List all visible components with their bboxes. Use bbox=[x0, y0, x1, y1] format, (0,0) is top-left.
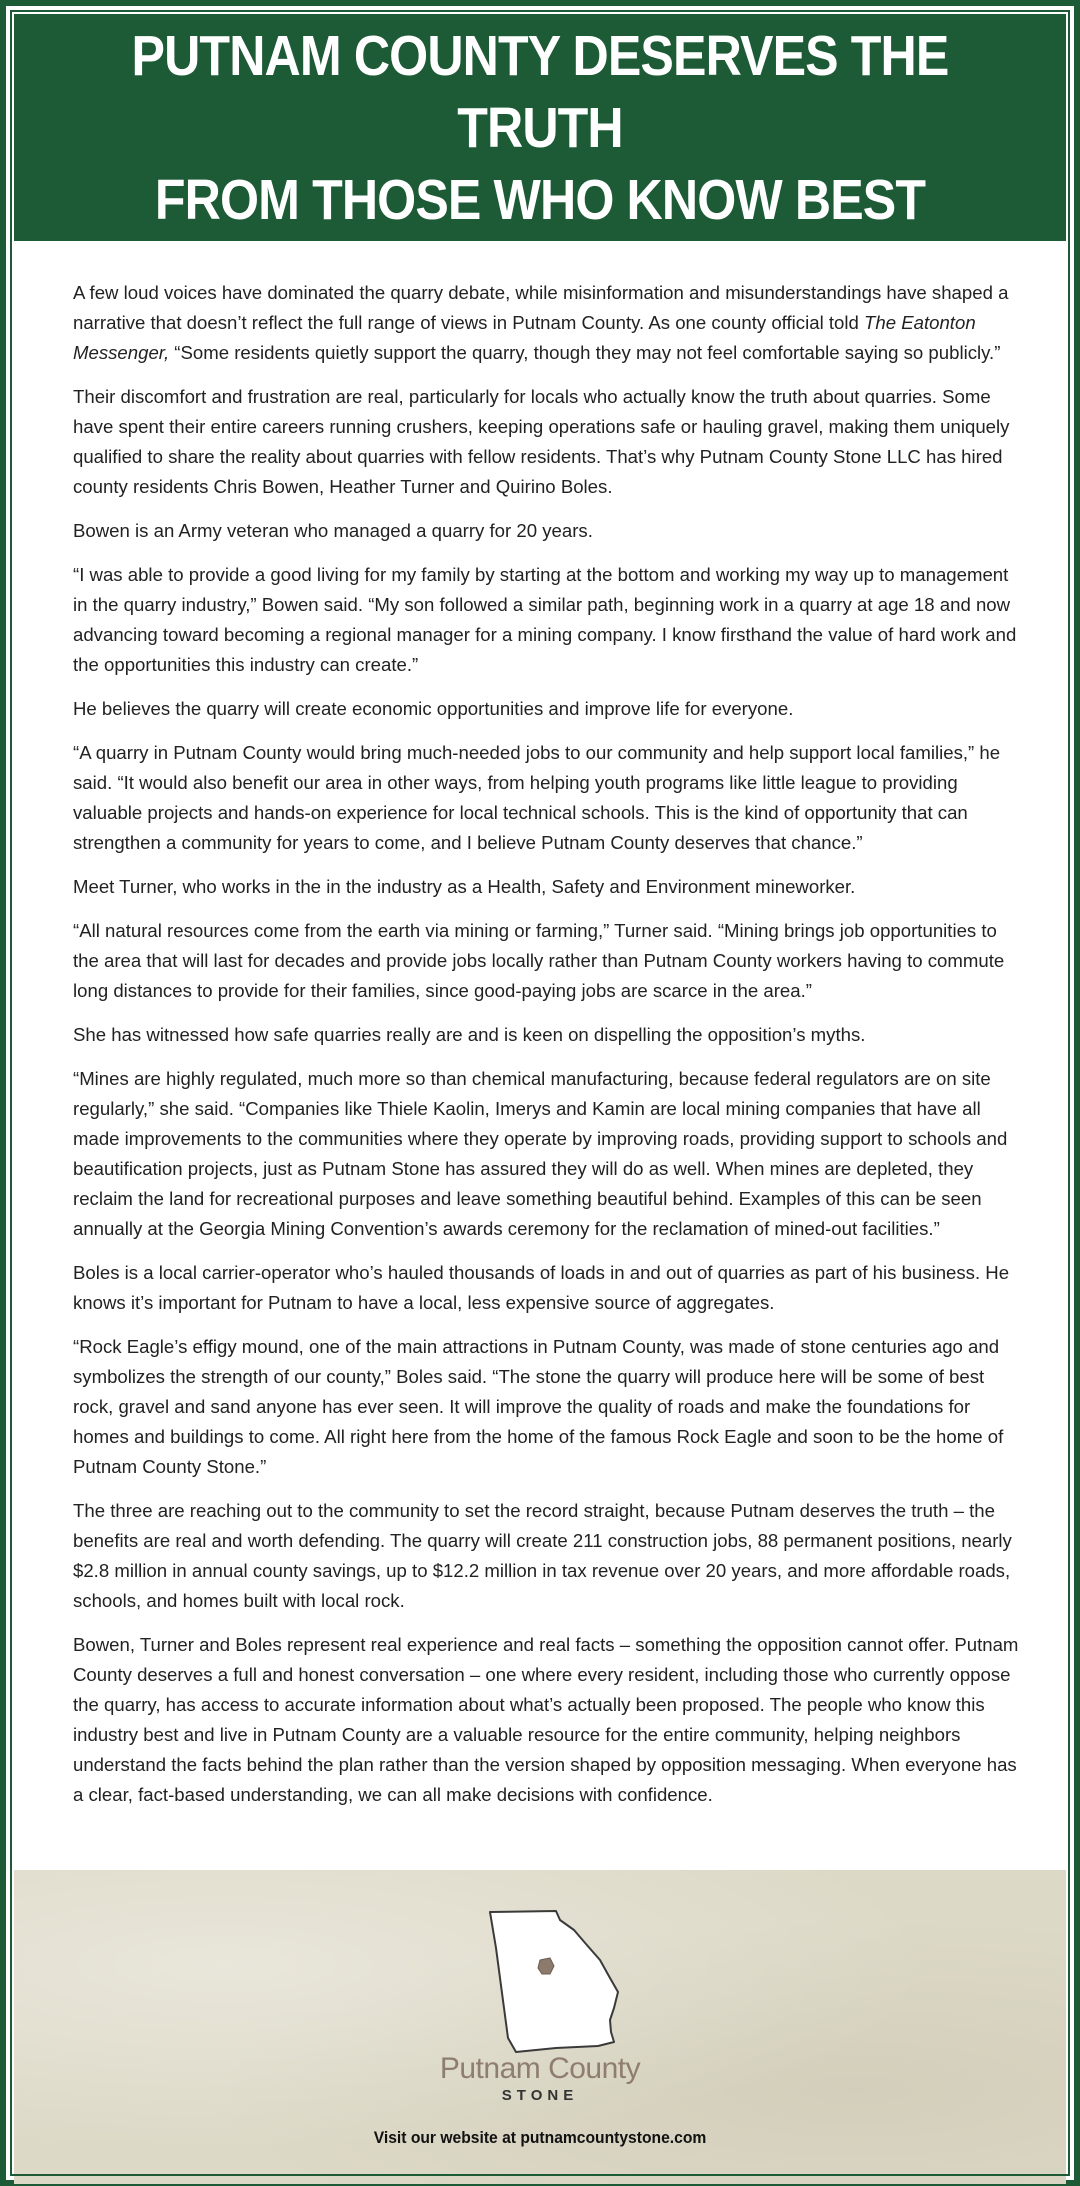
putnam-county-highlight bbox=[538, 1958, 554, 1974]
footer-brand-panel bbox=[14, 1870, 1066, 2184]
paragraph-1-intro: A few loud voices have dominated the quarry debate, while misinformation and misunderstandings have shaped a narrative that doesn’t reflect the full range of views in Putnam County. As one county official told bbox=[73, 282, 1009, 333]
website-line: Visit our website at putnamcountystone.com bbox=[373, 2128, 707, 2147]
paragraph-1 bbox=[73, 278, 1021, 368]
paragraph-11: Boles is a local carrier-operator who’s hauled thousands of loads in and out of quarries as part of his business. He knows it’s important for Putnam to have a local, less expensive source of aggregates. bbox=[73, 1262, 1010, 1313]
georgia-outline bbox=[490, 1911, 618, 2052]
paragraph-4: “I was able to provide a good living for my family by starting at the bottom and working my way up to management in the quarry industry,” Bowen said. “My son followed a similar path, beginning work in a quarry at age 18 and now advancing toward becoming a regional manager for a mining company. I know firsthand the value of hard work and the opportunities this industry can create.” bbox=[73, 564, 1017, 675]
article-body bbox=[73, 278, 1021, 1824]
paragraph-6: “A quarry in Putnam County would bring much-needed jobs to our community and help support local families,” he said. “It would also benefit our area in other ways, from helping youth programs like little league to providing valuable projects and hands-on experience for local technical schools. This is the kind of opportunity that can strengthen a community for years to come, and I believe Putnam County deserves that chance.” bbox=[73, 742, 1001, 853]
headline bbox=[77, 20, 1003, 236]
header-banner bbox=[14, 14, 1066, 241]
paragraph-7: Meet Turner, who works in the in the industry as a Health, Safety and Environment mineworker. bbox=[73, 876, 856, 897]
paragraph-12: “Rock Eagle’s effigy mound, one of the main attractions in Putnam County, was made of stone centuries ago and symbolizes the strength of our county,” Boles said. “The stone the quarry will produce here will be some of best rock, gravel and sand anyone has ever seen. It will improve the quality of roads and make the foundations for homes and buildings to come. All right here from the home of the famous Rock Eagle and soon to be the home of Putnam County Stone.” bbox=[73, 1336, 1004, 1477]
paragraph-9: She has witnessed how safe quarries really are and is keen on dispelling the opposition’s myths. bbox=[73, 1024, 866, 1045]
brand-name: Putnam County bbox=[439, 2052, 641, 2085]
paragraph-14: Bowen, Turner and Boles represent real experience and real facts – something the opposition cannot offer. Putnam County deserves a full and honest conversation – one where every resident, including those who currently oppose the quarry, has access to accurate information about what’s actually been proposed. The people who know this industry best and live in Putnam County are a valuable resource for the entire community, helping neighbors understand the facts behind the plan rather than the version shaped by opposition messaging. When everyone has a clear, fact-based understanding, we can all make decisions with confidence. bbox=[73, 1634, 1019, 1805]
paragraph-3: Bowen is an Army veteran who managed a quarry for 20 years. bbox=[73, 520, 593, 541]
paragraph-13: The three are reaching out to the community to set the record straight, because Putnam deserves the truth – the benefits are real and worth defending. The quarry will create 211 construction jobs, 88 permanent positions, nearly $2.8 million in annual county savings, up to $12.2 million in tax revenue over 20 years, and more affordable roads, schools, and homes built with local rock. bbox=[73, 1500, 1012, 1611]
brand-subtitle: STONE bbox=[501, 2087, 579, 2104]
paragraph-1-quote: “Some residents quietly support the quarry, though they may not feel comfortable saying so publicly.” bbox=[169, 342, 1001, 363]
paragraph-2: Their discomfort and frustration are real, particularly for locals who actually know the truth about quarries. Some have spent their entire careers running crushers, keeping operations safe or hauling gravel, making them uniquely qualified to share the reality about quarries with fellow residents. That’s why Putnam County Stone LLC has hired county residents Chris Bowen, Heather Turner and Quirino Boles. bbox=[73, 386, 1010, 497]
headline-line-2: FROM THOSE WHO KNOW BEST bbox=[154, 167, 926, 232]
newspaper-title: The Eatonton Messenger, bbox=[73, 312, 976, 363]
paragraph-10: “Mines are highly regulated, much more so than chemical manufacturing, because federal regulators are on site regularly,” she said. “Companies like Thiele Kaolin, Imerys and Kamin are local mining companies that have all made improvements to the communities where they operate by improving roads, providing support to schools and beautification projects, just as Putnam Stone has assured they will do as well. When mines are depleted, they reclaim the land for recreational purposes and leave something beautiful behind. Examples of this can be seen annually at the Georgia Mining Convention’s awards ceremony for the reclamation of mined-out facilities.” bbox=[73, 1068, 1008, 1239]
paragraph-8: “All natural resources come from the earth via mining or farming,” Turner said. “Mining brings job opportunities to the area that will last for decades and provide jobs locally rather than Putnam County workers having to commute long distances to provide for their families, since good-paying jobs are scarce in the area.” bbox=[73, 920, 1005, 1001]
headline-line-1: PUTNAM COUNTY DESERVES THE TRUTH bbox=[131, 23, 949, 160]
paragraph-5: He believes the quarry will create economic opportunities and improve life for everyone. bbox=[73, 698, 794, 719]
